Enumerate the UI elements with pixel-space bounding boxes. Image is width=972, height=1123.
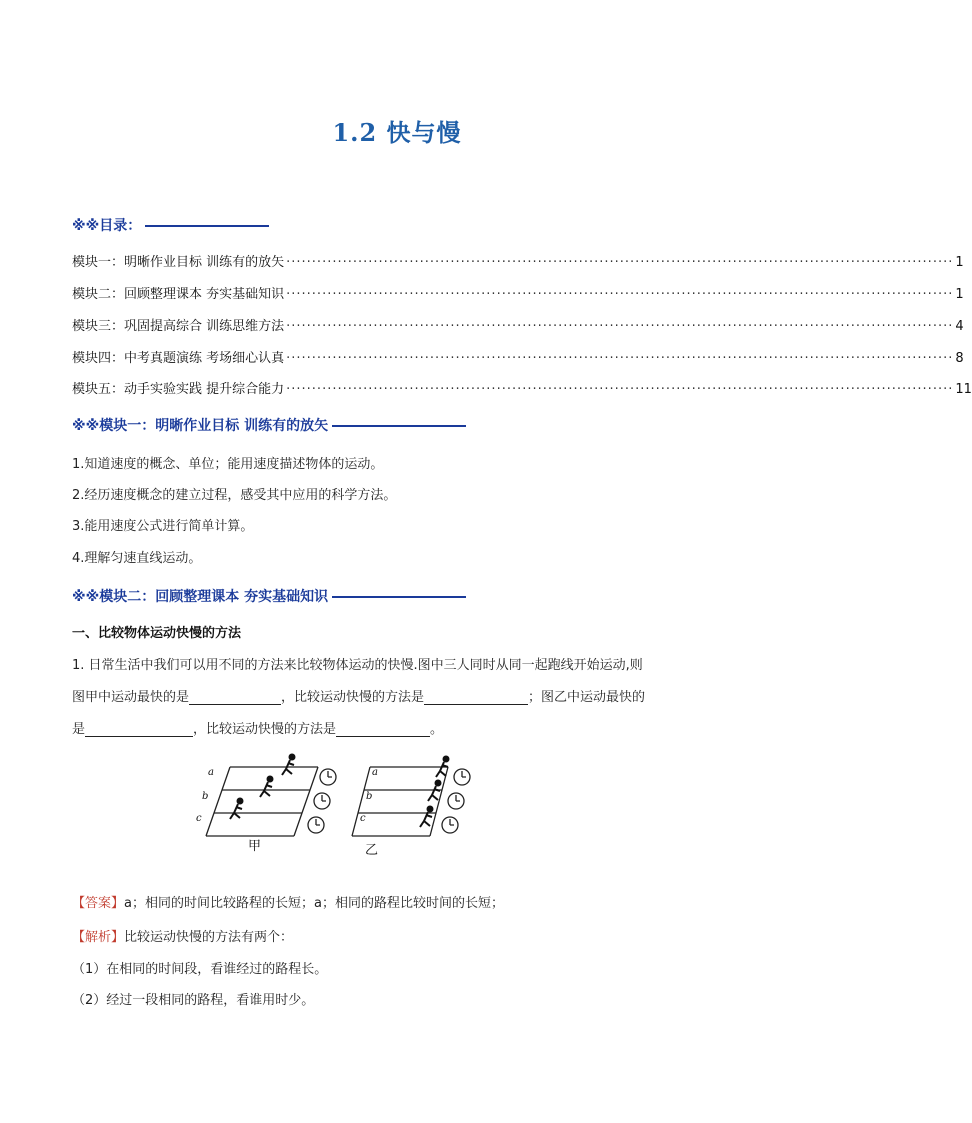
lane-label-b: b xyxy=(366,791,373,802)
toc-leader-dots xyxy=(286,382,953,397)
toc-item-page: 1 xyxy=(955,287,964,302)
heading-rule xyxy=(332,596,466,598)
runner-icon xyxy=(230,755,295,820)
toc-item[interactable] xyxy=(72,378,972,397)
answer-blank[interactable] xyxy=(85,722,193,737)
question-text: ；图乙中运动最快的 xyxy=(528,690,646,705)
lane-label-a: a xyxy=(372,767,378,778)
answer-line xyxy=(72,892,504,911)
analysis-text: 比较运动快慢的方法有两个： xyxy=(124,930,294,945)
toc-item-label: 模块二：回顾整理课本 夯实基础知识 xyxy=(72,287,285,302)
toc-leader-dots xyxy=(286,319,953,334)
question-text: 图甲中运动最快的是 xyxy=(72,690,190,705)
question-text: 是 xyxy=(72,722,86,737)
heading-rule xyxy=(145,225,269,227)
analysis-tag: 【解析】 xyxy=(72,930,125,945)
module2-heading xyxy=(72,586,466,606)
toc-item-label: 模块一：明晰作业目标 训练有的放矢 xyxy=(72,255,285,270)
toc-item-page: 4 xyxy=(955,319,964,334)
objective-item: 3.能用速度公式进行简单计算。 xyxy=(72,519,254,534)
question-text: ，比较运动快慢的方法是 xyxy=(193,722,337,737)
toc-leader-dots xyxy=(286,351,953,366)
toc-item-page: 1 xyxy=(955,255,964,270)
race-diagram xyxy=(196,755,490,855)
answer-tag: 【答案】 xyxy=(72,896,125,911)
answer-text: a；相同的时间比较路程的长短；a；相同的路程比较时间的长短； xyxy=(124,896,504,911)
toc-item[interactable] xyxy=(72,283,964,302)
running-race-figure xyxy=(196,755,490,859)
toc-item-page: 11 xyxy=(955,382,972,397)
toc-item[interactable] xyxy=(72,251,964,270)
question-text: 。 xyxy=(430,722,444,737)
question-1-line2 xyxy=(72,686,645,705)
toc-item-label: 模块三：巩固提高综合 训练思维方法 xyxy=(72,319,285,334)
toc-item[interactable] xyxy=(72,347,964,366)
answer-blank[interactable] xyxy=(189,690,281,705)
toc-heading xyxy=(72,215,269,235)
heading-rule xyxy=(332,425,466,427)
lane-label-c: c xyxy=(196,813,202,824)
toc-item-page: 8 xyxy=(955,351,964,366)
lane-label-a: a xyxy=(208,767,214,778)
toc-leader-dots xyxy=(286,255,953,270)
lane-label-b: b xyxy=(202,791,209,802)
module1-heading-text: ※※模块一：明晰作业目标 训练有的放矢 xyxy=(72,418,329,434)
toc-leader-dots xyxy=(286,287,953,302)
objective-item: 4.理解匀速直线运动。 xyxy=(72,551,202,566)
module2-heading-text: ※※模块二：回顾整理课本 夯实基础知识 xyxy=(72,589,329,605)
analysis-point: （2）经过一段相同的路程，看谁用时少。 xyxy=(72,993,315,1008)
page-title: 1.2 快与慢 xyxy=(332,118,462,147)
module1-heading xyxy=(72,415,466,435)
track-left xyxy=(206,767,318,836)
answer-blank[interactable] xyxy=(336,722,430,737)
clock-icon xyxy=(442,769,470,833)
analysis-line xyxy=(72,926,293,945)
section-subheading: 一、比较物体运动快慢的方法 xyxy=(72,626,242,641)
question-text: ，比较运动快慢的方法是 xyxy=(281,690,425,705)
objective-item: 1.知道速度的概念、单位；能用速度描述物体的运动。 xyxy=(72,457,384,472)
toc-item[interactable] xyxy=(72,315,964,334)
analysis-point: （1）在相同的时间段，看谁经过的路程长。 xyxy=(72,962,328,977)
toc-item-label: 模块五：动手实验实践 提升综合能力 xyxy=(72,382,285,397)
question-1-line1: 1. 日常生活中我们可以用不同的方法来比较物体运动的快慢.图中三人同时从同一起跑线开始运动,则 xyxy=(72,658,643,673)
question-1-line3 xyxy=(72,718,443,737)
toc-item-label: 模块四：中考真题演练 考场细心认真 xyxy=(72,351,285,366)
toc-heading-text: ※※目录： xyxy=(72,218,142,234)
figure-label-jia: 甲 xyxy=(248,839,262,854)
figure-label-yi: 乙 xyxy=(365,843,379,858)
objective-item: 2.经历速度概念的建立过程，感受其中应用的科学方法。 xyxy=(72,488,397,503)
lane-label-c: c xyxy=(360,813,366,824)
clock-icon xyxy=(308,769,336,833)
answer-blank[interactable] xyxy=(424,690,528,705)
